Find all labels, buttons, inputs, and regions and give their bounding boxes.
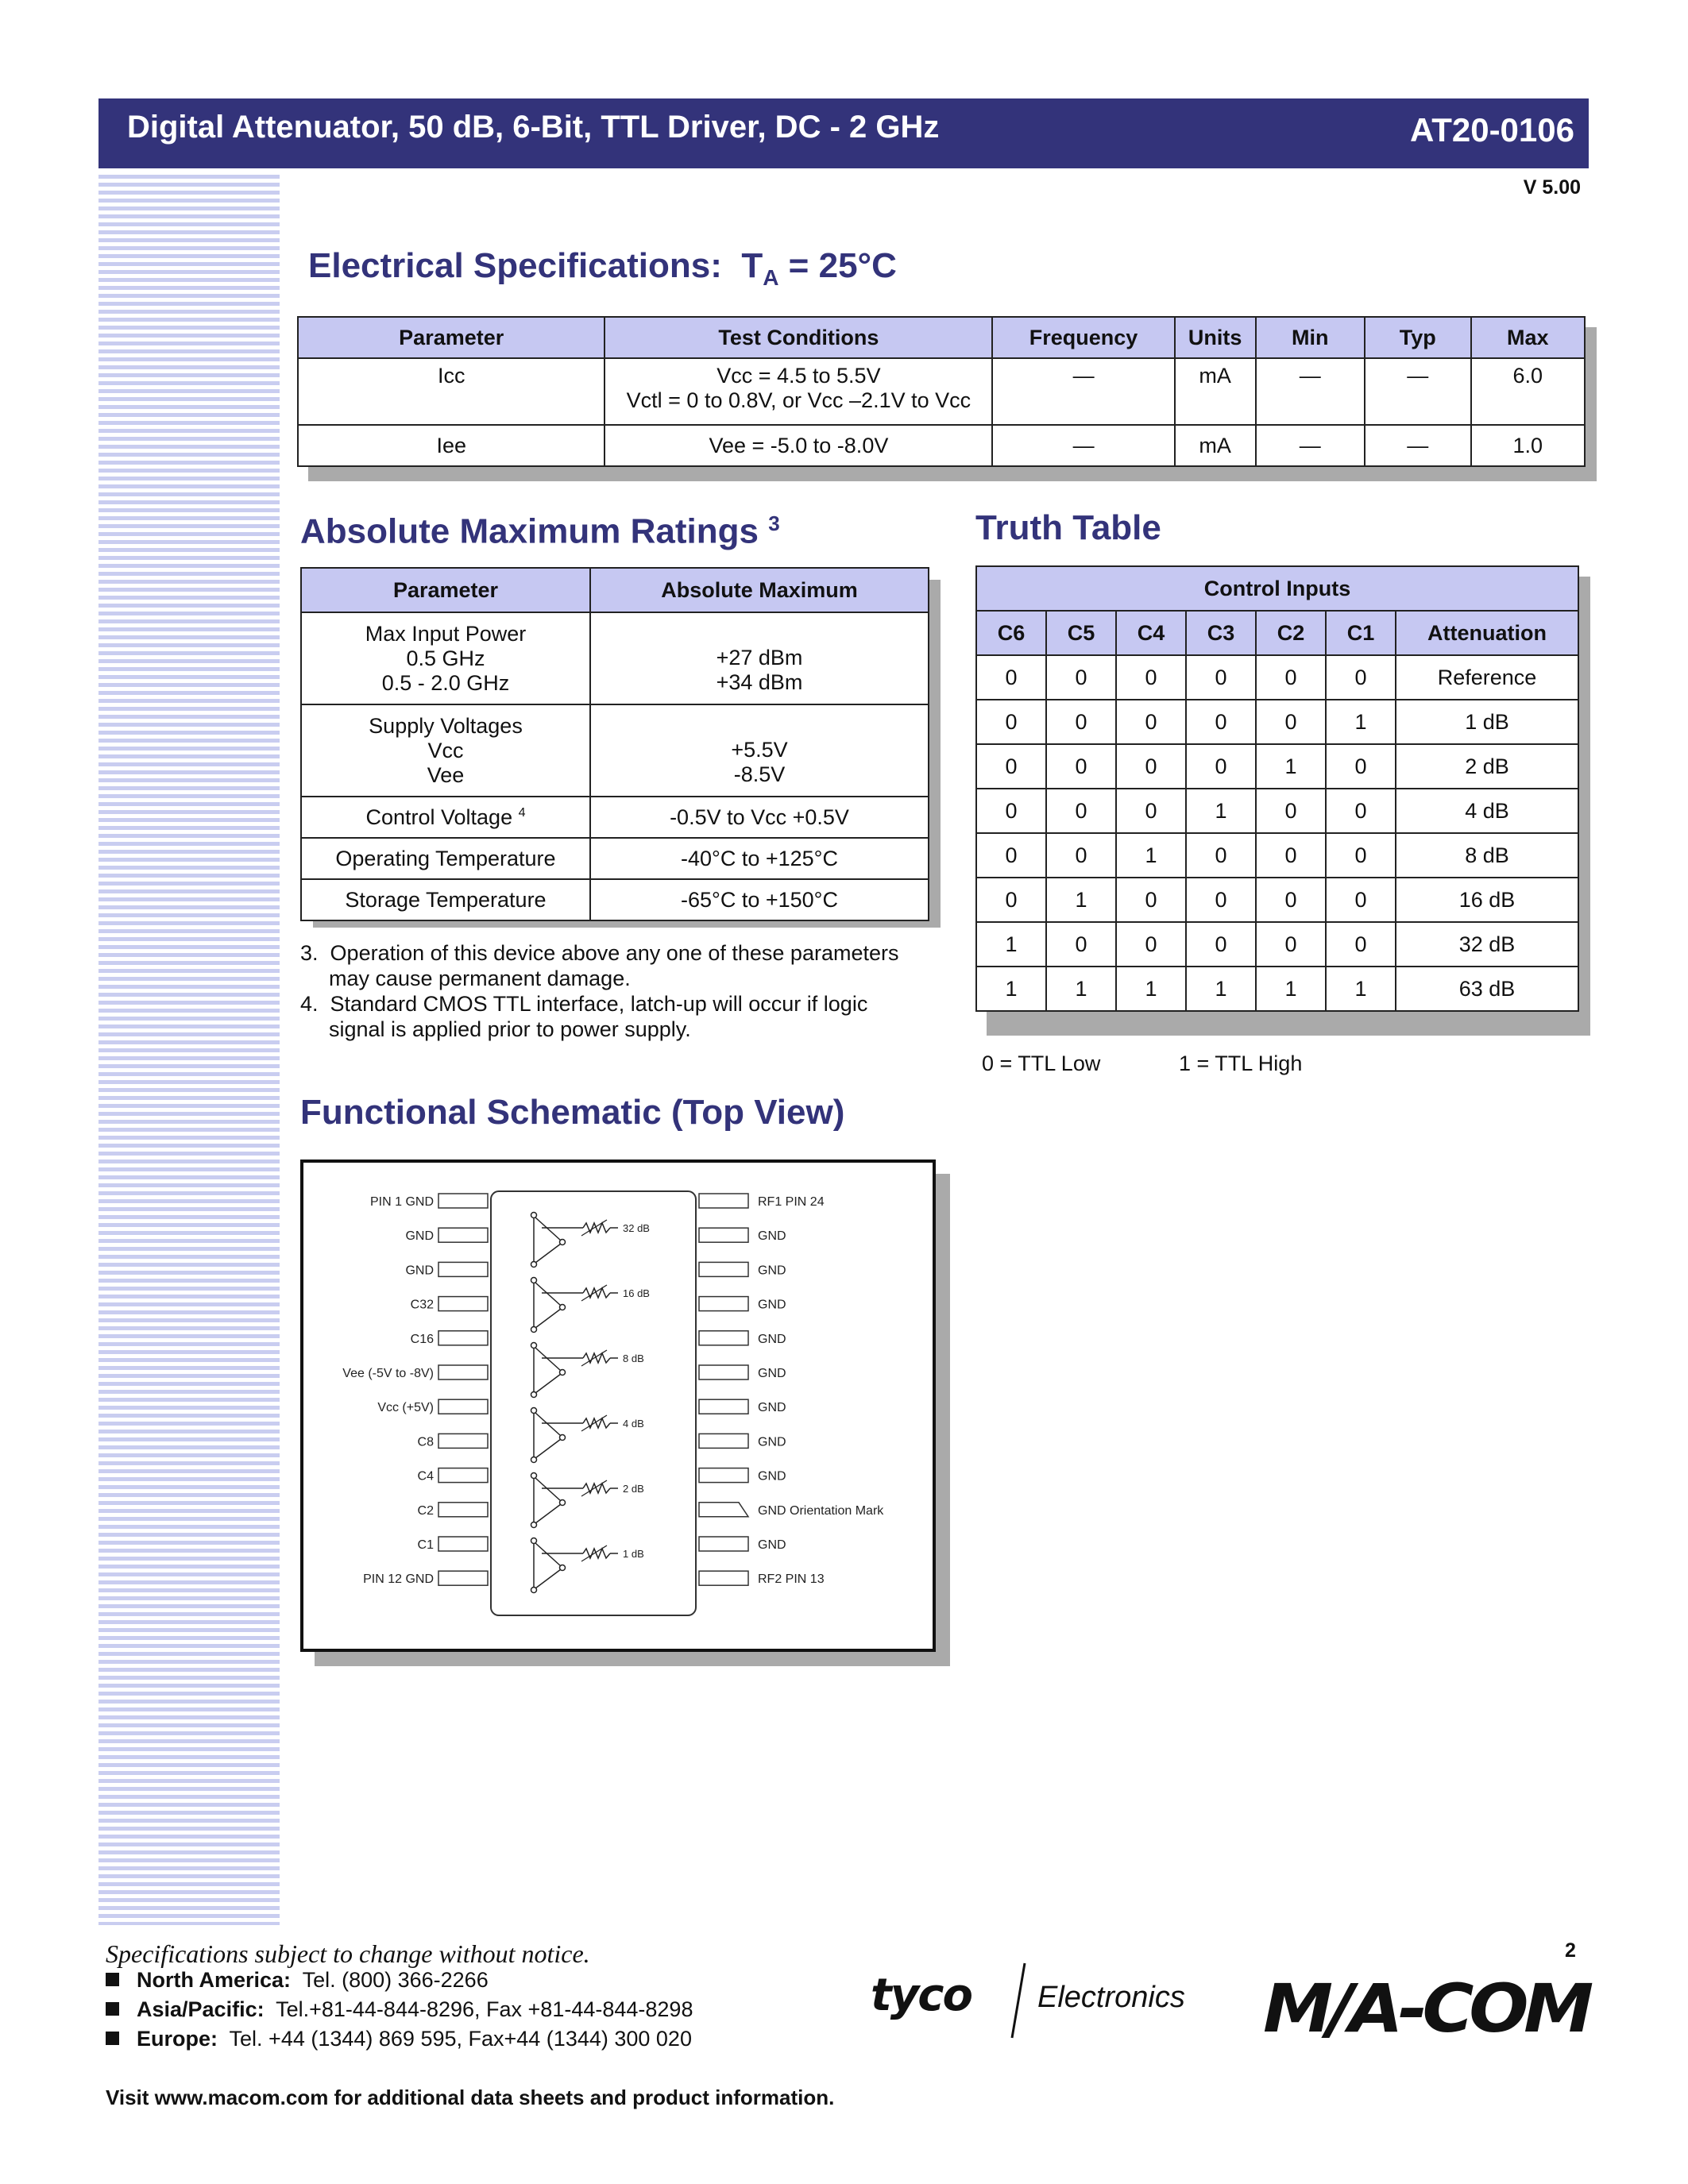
control-bit-cell: 0 [1256, 833, 1326, 878]
footnote-3: 3. Operation of this device above any one of these parameters may cause permanent damage. [300, 941, 899, 990]
control-bit-cell: 1 [976, 922, 1046, 967]
control-bit-cell: 1 [1186, 789, 1256, 833]
col-header: C1 [1326, 611, 1396, 655]
pin-left [438, 1503, 488, 1517]
pin-label-right: RF1 PIN 24 [758, 1195, 825, 1209]
pin-left [438, 1297, 488, 1311]
col-header: Units [1175, 317, 1256, 358]
table-row: Iee Vee = -5.0 to -8.0V — mA — — 1.0 [298, 425, 1585, 466]
table-row: Operating Temperature -40°C to +125°C [301, 838, 929, 879]
pin-label-right: GND [758, 1401, 786, 1415]
attenuation-cell: 2 dB [1396, 744, 1578, 789]
control-bit-cell: 0 [1326, 789, 1396, 833]
attenuation-cell: 4 dB [1396, 789, 1578, 833]
pin-right [699, 1365, 748, 1379]
website-note: Visit www.macom.com for additional data sheets and product information. [106, 2086, 835, 2109]
control-bit-cell: 0 [976, 833, 1046, 878]
abs-max-heading: Absolute Maximum Ratings $^3$ [300, 511, 780, 551]
title-bar [98, 98, 1589, 168]
pin-label-left: C8 [417, 1435, 434, 1449]
control-bit-cell: 1 [1186, 967, 1256, 1011]
switch-node [531, 1343, 537, 1349]
attenuation-cell: 8 dB [1396, 833, 1578, 878]
pin-left [438, 1365, 488, 1379]
truth-table [975, 565, 1579, 1012]
switch-node [531, 1408, 537, 1414]
control-bit-cell: 0 [1116, 878, 1186, 922]
pin-right [699, 1433, 748, 1448]
pin-label-right: GND [758, 1435, 786, 1449]
truth-row [976, 789, 1578, 833]
pin-left [438, 1194, 488, 1208]
col-header: C3 [1186, 611, 1256, 655]
ttl-low-legend: 0 = TTL Low [982, 1051, 1101, 1075]
control-bit-cell: 0 [1186, 700, 1256, 744]
table-row: Icc Vcc = 4.5 to 5.5V Vctl = 0 to 0.8V, or Vcc –2.1V to Vcc — mA — — 6.0 [298, 358, 1585, 425]
col-header: Max [1471, 317, 1586, 358]
control-bit-cell: 0 [1116, 655, 1186, 700]
control-bit-cell: 0 [1116, 922, 1186, 967]
pin-left [438, 1331, 488, 1345]
attenuation-cell: Reference [1396, 655, 1578, 700]
pin-label-left: PIN 12 GND [363, 1572, 434, 1587]
control-bit-cell: 0 [976, 789, 1046, 833]
truth-row [976, 967, 1578, 1011]
col-header: Parameter [301, 568, 590, 612]
disclaimer: Specifications subject to change without notice. [106, 1939, 590, 1968]
part-number: AT20-0106 [1409, 111, 1574, 149]
truth-row [976, 833, 1578, 878]
switch-node [531, 1473, 537, 1479]
pin-right [699, 1399, 748, 1414]
control-bit-cell: 0 [1326, 744, 1396, 789]
pin-label-left: C4 [417, 1469, 434, 1484]
col-header: Test Conditions [605, 317, 992, 358]
macom-logo [1263, 1966, 1597, 2054]
pin-left [438, 1433, 488, 1448]
col-header: Attenuation [1396, 611, 1578, 655]
pin-label-right: GND [758, 1367, 786, 1380]
control-bit-cell: 1 [1326, 967, 1396, 1011]
functional-schematic [300, 1160, 936, 1652]
control-bit-cell: 0 [976, 700, 1046, 744]
col-header: Typ [1365, 317, 1470, 358]
control-bit-cell: 1 [1256, 744, 1326, 789]
col-header: Parameter [298, 317, 605, 358]
pin-right [699, 1331, 748, 1345]
control-bit-cell: 0 [1046, 700, 1116, 744]
pin-label-left: C32 [410, 1298, 434, 1312]
document-title: Digital Attenuator, 50 dB, 6-Bit, TTL Driver, DC - 2 GHz [127, 110, 940, 145]
ttl-high-legend: 1 = TTL High [1179, 1051, 1303, 1075]
control-bit-cell: 0 [976, 878, 1046, 922]
contact-europe: Europe: Tel. +44 (1344) 869 595, Fax+44 (1344) 300 020 [106, 2027, 692, 2051]
truth-row [976, 655, 1578, 700]
control-bit-cell: 1 [1326, 700, 1396, 744]
svg-text:M/A-COM: M/A-COM [1263, 1970, 1593, 2047]
truth-row [976, 744, 1578, 789]
truth-row [976, 878, 1578, 922]
control-bit-cell: 0 [1046, 922, 1116, 967]
pin-left [438, 1537, 488, 1551]
pin-label-left: GND [405, 1264, 434, 1278]
control-bit-cell: 0 [1186, 655, 1256, 700]
contact-north-america: North America: Tel. (800) 366-2266 [106, 1968, 489, 1993]
attenuation-cell: 32 dB [1396, 922, 1578, 967]
stage-label: 1 dB [623, 1548, 644, 1560]
control-bit-cell: 1 [1116, 967, 1186, 1011]
control-bit-cell: 0 [1186, 833, 1256, 878]
pin-label-left: C1 [417, 1538, 434, 1552]
control-bit-cell: 0 [976, 655, 1046, 700]
pin-right [699, 1468, 748, 1483]
pin-left [438, 1571, 488, 1585]
footnote-4: 4. Standard CMOS TTL interface, latch-up will occur if logic signal is applied prior to power supply. [300, 992, 868, 1041]
control-bit-cell: 0 [1326, 833, 1396, 878]
schematic-heading: Functional Schematic (Top View) [300, 1093, 845, 1132]
pin-right [699, 1297, 748, 1311]
control-bit-cell: 0 [1186, 878, 1256, 922]
stage-label: 2 dB [623, 1483, 644, 1495]
pin-right [699, 1537, 748, 1551]
control-bit-cell: 0 [1116, 789, 1186, 833]
pin-label-left: Vcc (+5V) [377, 1401, 434, 1415]
switch-node [531, 1278, 537, 1283]
attenuation-cell: 1 dB [1396, 700, 1578, 744]
control-bit-cell: 0 [1116, 744, 1186, 789]
truth-table-heading: Truth Table [975, 508, 1161, 547]
control-bit-cell: 1 [1046, 878, 1116, 922]
pin-label-right: GND Orientation Mark [758, 1503, 884, 1518]
pin-label-left: GND [405, 1229, 434, 1244]
pin-label-right: GND [758, 1332, 786, 1346]
control-bit-cell: 0 [1256, 789, 1326, 833]
attenuation-cell: 63 dB [1396, 967, 1578, 1011]
stage-label: 4 dB [623, 1418, 644, 1430]
switch-node [531, 1538, 537, 1544]
pin-label-right: GND [758, 1538, 786, 1552]
col-header: Frequency [992, 317, 1174, 358]
pin-left [438, 1468, 488, 1483]
control-bit-cell: 0 [1256, 878, 1326, 922]
control-bit-cell: 1 [1046, 967, 1116, 1011]
control-bit-cell: 0 [1326, 922, 1396, 967]
control-bit-cell: 0 [1046, 655, 1116, 700]
attenuation-cell: 16 dB [1396, 878, 1578, 922]
col-header: C5 [1046, 611, 1116, 655]
pin-label-left: PIN 1 GND [369, 1195, 434, 1209]
abs-max-table [300, 567, 929, 921]
control-bit-cell: 0 [1256, 922, 1326, 967]
control-bit-cell: 0 [1186, 744, 1256, 789]
control-bit-cell: 0 [1256, 655, 1326, 700]
pin-label-left: Vee (-5V to -8V) [342, 1367, 434, 1380]
group-header: Control Inputs [976, 566, 1578, 611]
control-bit-cell: 0 [1116, 700, 1186, 744]
control-bit-cell: 0 [1046, 744, 1116, 789]
pin-label-right: GND [758, 1264, 786, 1278]
version-label: V 5.00 [1523, 176, 1581, 199]
pin-label-left: C2 [417, 1503, 434, 1518]
pin-right [699, 1571, 748, 1585]
truth-row [976, 922, 1578, 967]
page-number: 2 [1565, 1939, 1576, 1962]
switch-node [531, 1213, 537, 1218]
contact-asia-pacific: Asia/Pacific: Tel.+81-44-844-8296, Fax +81-44-844-8298 [106, 1997, 693, 2022]
control-bit-cell: 0 [976, 744, 1046, 789]
control-bit-cell: 0 [1046, 833, 1116, 878]
pin-label-right: GND [758, 1298, 786, 1312]
pin-right [699, 1262, 748, 1276]
control-bit-cell: 1 [976, 967, 1046, 1011]
table-row: Max Input Power 0.5 GHz 0.5 - 2.0 GHz +27 dBm +34 dBm [301, 612, 929, 704]
orientation-mark [699, 1503, 748, 1517]
table-row: Storage Temperature -65°C to +150°C [301, 879, 929, 920]
stage-label: 8 dB [623, 1352, 644, 1364]
tyco-electronics-logo: tyco Electronics [871, 1966, 1236, 2038]
control-bit-cell: 0 [1326, 655, 1396, 700]
control-bit-cell: 1 [1256, 967, 1326, 1011]
electrical-specs-heading: Electrical Specifications: $T_A = 25^\circ C$ [308, 246, 897, 290]
col-header: C4 [1116, 611, 1186, 655]
table-row: Control Voltage $^4$ -0.5V to Vcc +0.5V [301, 797, 929, 838]
stage-label: 16 dB [623, 1287, 650, 1299]
pin-label-right: RF2 PIN 13 [758, 1572, 825, 1587]
control-bit-cell: 0 [1046, 789, 1116, 833]
pin-right [699, 1194, 748, 1208]
col-header: C2 [1256, 611, 1326, 655]
truth-row [976, 700, 1578, 744]
pin-left [438, 1228, 488, 1242]
pin-label-right: GND [758, 1469, 786, 1484]
pin-right [699, 1228, 748, 1242]
control-bit-cell: 0 [1256, 700, 1326, 744]
control-bit-cell: 1 [1116, 833, 1186, 878]
decorative-stripes [98, 175, 280, 1925]
col-header: Min [1256, 317, 1365, 358]
table-row: Supply Voltages Vcc Vee +5.5V -8.5V [301, 704, 929, 797]
col-header: C6 [976, 611, 1046, 655]
control-bit-cell: 0 [1326, 878, 1396, 922]
electrical-specs-table [297, 316, 1586, 467]
control-bit-cell: 0 [1186, 922, 1256, 967]
schematic-drawing [303, 1163, 933, 1649]
pin-left [438, 1262, 488, 1276]
col-header: Absolute Maximum [590, 568, 929, 612]
pin-label-right: GND [758, 1229, 786, 1244]
pin-label-left: C16 [410, 1332, 434, 1346]
stage-label: 32 dB [623, 1222, 650, 1234]
pin-left [438, 1399, 488, 1414]
